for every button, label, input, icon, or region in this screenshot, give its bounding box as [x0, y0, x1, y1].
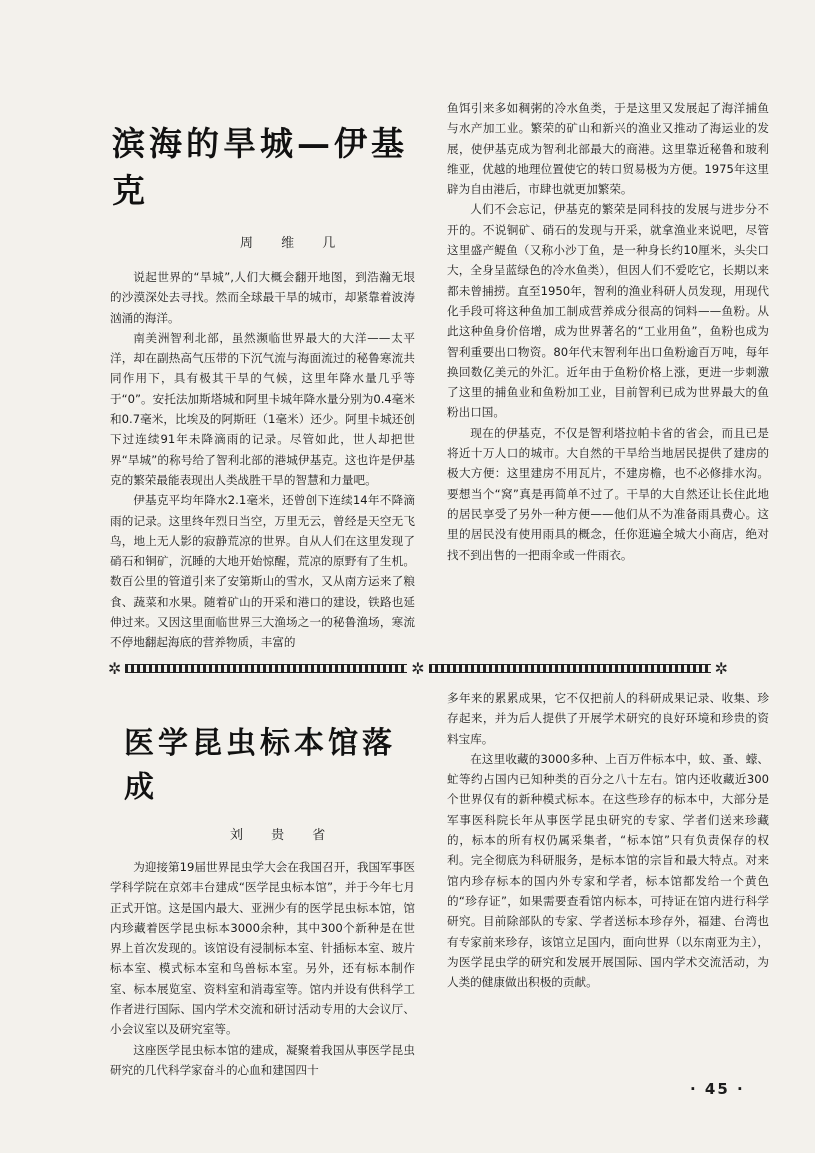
article2-author: 刘 贵 省	[230, 828, 338, 843]
paragraph: 伊基克平均年降水2.1毫米，还曾创下连续14年不降滴雨的记录。这里终年烈日当空，万里无云，曾经是天空无飞鸟，地上无人影的寂静荒凉的世界。自从人们在这里发现了硝石和铜矿，沉睡的大地开始惊醒，荒凉的原野有了生机。数百公里的管道引来了安第斯山的雪水，又从南方运来了粮食、蔬菜和水果。随着矿山的开采和港口的建设，铁路也延伸过来。又因这里面临世界三大渔场之一的秘鲁渔场，寒流不停地翻起海底的营养物质，丰富的	[110, 493, 415, 650]
article1-left-body	[110, 267, 415, 653]
paragraph: 多年来的累累成果，它不仅把前人的科研成果记录、收集、珍存起来，并为后人提供了开展学术研究的良好环境和珍贵的资料宝库。	[447, 691, 769, 746]
article1-title: 滨海的旱城—伊基克	[112, 124, 408, 210]
ornament-star-icon: ✲	[108, 658, 122, 678]
paragraph: 这座医学昆虫标本馆的建成，凝聚着我国从事医学昆虫研究的几代科学家奋斗的心血和建国四十	[110, 1042, 415, 1077]
paragraph: 现在的伊基克，不仅是智利塔拉帕卡省的省会，而且已是将近十万人口的城市。大自然的干旱给当地居民提供了建房的极大方便：这里建房不用瓦片，不建房檐，也不必修排水沟。要想当个“窝”真是再简单不过了。干旱的大自然还让长住此地的居民享受了另外一种方便——他们从不为准备雨具费心。这里的居民没有使用雨具的概念，任你逛遍全城大小商店，绝对找不到出售的一把雨伞或一件雨衣。	[447, 425, 769, 562]
article2-left-body	[110, 857, 415, 1080]
paragraph: 鱼饵引来多如稠粥的冷水鱼类，于是这里又发展起了海洋捕鱼与水产加工业。繁荣的矿山和新兴的渔业又推动了海运业的发展，使伊基克成为智利北部最大的商港。这里靠近秘鲁和玻利维亚，优越的地理位置使它的转口贸易极为方便。1975年这里辟为自由港后，市肆也就更加繁荣。	[447, 101, 769, 197]
article2-left-column	[110, 718, 415, 1080]
section-divider	[108, 657, 728, 679]
ornament-star-icon: ✲	[411, 658, 425, 678]
ornament-band	[429, 664, 711, 673]
paragraph: 人们不会忘记，伊基克的繁荣是同科技的发展与进步分不开的。不说铜矿、硝石的发现与开采，就拿渔业来说吧，尽管这里盛产鳀鱼（又称小沙丁鱼，是一种身长约10厘米，头尖口大，全身呈蓝绿色的冷水鱼类），但因人们不爱吃它，长期以来都未曾捕捞。直至1950年，智利的渔业科研人员发现，用现代化手段可将这种鱼加工制成营养成分很高的饲料——鱼粉。从此这种鱼身价倍增，成为世界著名的“工业用鱼”，鱼粉也成为智利重要出口物资。80年代末智利年出口鱼粉逾百万吨，每年换回数亿美元的外汇。近年由于鱼粉价格上涨，更进一步刺激了这里的捕鱼业和鱼粉加工业，目前智利已成为世界最大的鱼粉出口国。	[447, 202, 769, 420]
paragraph: 为迎接第19届世界昆虫学大会在我国召开，我国军事医学科学院在京郊丰台建成“医学昆虫标本馆”，并于今年七月正式开馆。这是国内最大、亚洲少有的医学昆虫标本馆，馆内珍藏着医学昆虫标本3000余种，其中300个新种是在世界上首次发现的。该馆设有浸制标本室、针插标本室、玻片标本室、模式标本室和鸟兽标本室。另外，还有标本制作室、标本展览室、资料室和消毒室等。馆内并设有供科学工作者进行国际、国内学术交流和研讨活动专用的大会议厅、小会议室以及研究室等。	[110, 860, 415, 1037]
article1-right-column	[447, 98, 769, 565]
ornament-band	[125, 664, 407, 673]
paragraph: 说起世界的“旱城”,人们大概会翻开地图，到浩瀚无垠的沙漠深处去寻找。然而全球最干旱的城市，却紧靠着波涛汹涌的海洋。	[110, 270, 415, 325]
paragraph: 在这里收藏的3000多种、上百万件标本中，蚊、蚤、蠓、虻等约占国内已知种类的百分之八十左右。馆内还收藏近300个世界仅有的新种模式标本。在这些珍存的标本中，大部分是军事医科院长年从事医学昆虫研究的专家、学者们送来珍藏的，标本的所有权仍属采集者，“标本馆”只有负责保存的权利。完全彻底为科研服务，是标本馆的宗旨和最大特点。对来馆内珍存标本的国内外专家和学者，标本馆都发给一个黄色的“珍存证”，如果需要查看馆内标本，可持证在馆内进行科学研究。目前除部队的专家、学者送标本珍存外，福建、台湾也有专家前来珍存，该馆立足国内，面向世界（以东南亚为主），为医学昆虫学的研究和发展开展国际、国内学术交流活动，为人类的健康做出积极的贡献。	[447, 751, 769, 990]
article2-right-column	[447, 688, 769, 992]
ornament-star-icon: ✲	[714, 658, 728, 678]
article1-author: 周 维 几	[240, 236, 348, 251]
article2-title: 医学昆虫标本馆落成	[124, 726, 396, 805]
page-number: · 45 ·	[690, 1080, 745, 1098]
article1-left-column	[110, 118, 415, 653]
paragraph: 南美洲智利北部，虽然濒临世界最大的大洋——太平洋，却在副热高气压带的下沉气流与海面流过的秘鲁寒流共同作用下，具有极其干旱的气候，这里年降水量几乎等于“0”。安托法加斯塔城和阿里卡城年降水量分别为0.4毫米和0.7毫米，比埃及的阿斯旺（1毫米）还少。阿里卡城还创下过连续91年未降滴雨的记录。尽管如此，世人却把世界“旱城”的称号给了智利北部的港城伊基克。这也许是伊基克的繁荣最能表现出人类战胜干旱的智慧和力量吧。	[110, 330, 415, 487]
